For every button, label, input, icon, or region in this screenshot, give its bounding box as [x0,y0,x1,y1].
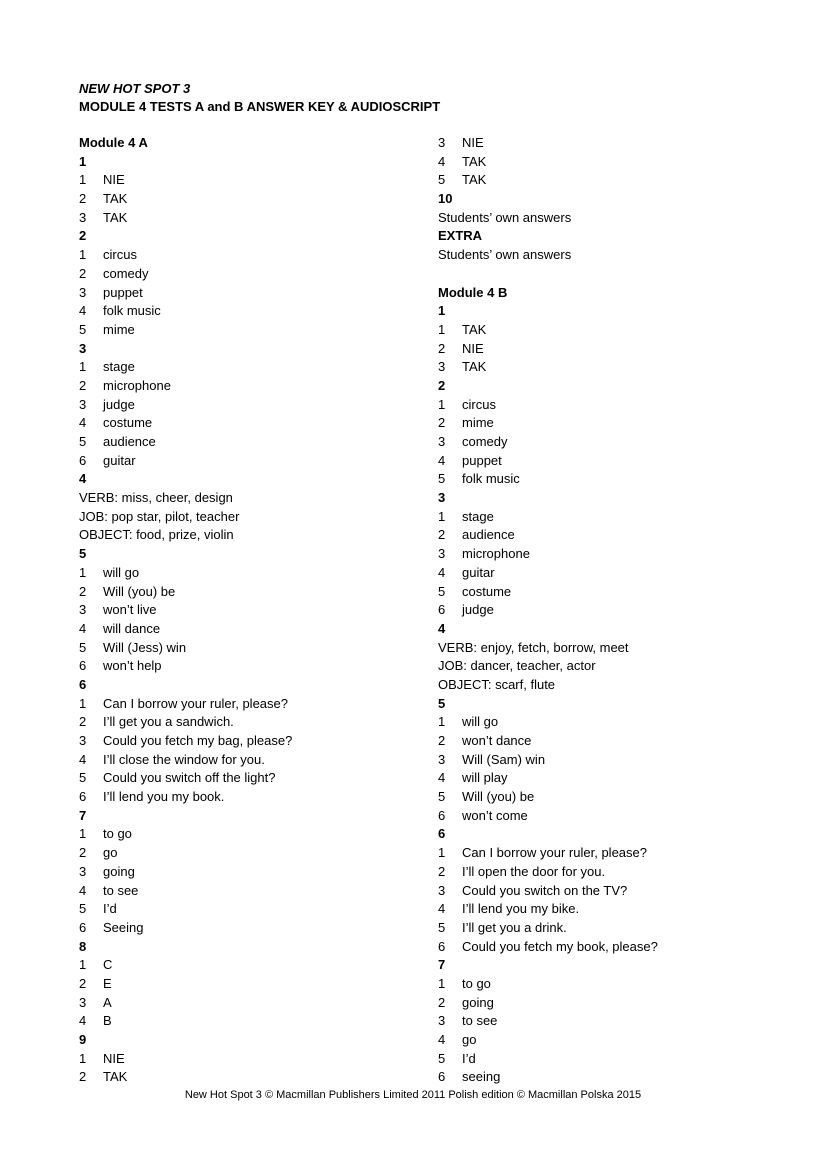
answer-text: Seeing [103,919,144,935]
answer-number: 5 [438,471,446,487]
answer-number: 4 [438,901,446,917]
answer-number: 2 [79,1069,87,1085]
answer-number: 1 [79,247,87,263]
module-heading: Module 4 A [79,135,148,150]
answer-text: to see [462,1013,498,1029]
answer-line: JOB: pop star, pilot, teacher [79,508,240,524]
answer-text: stage [462,508,494,524]
answer-number: 3 [79,209,87,225]
document-header [79,80,440,116]
answer-item [438,975,798,994]
answer-text: NIE [462,340,484,356]
answer-item [79,769,439,788]
answer-text: microphone [462,546,530,562]
answer-text: guitar [462,564,495,580]
answer-item [438,919,798,938]
answer-text: I’ll close the window for you. [103,751,265,767]
answer-text: TAK [462,153,487,169]
answer-text: Could you fetch my book, please? [462,938,658,954]
answer-item [438,882,798,901]
answer-item [79,377,439,396]
answer-number: 1 [79,957,87,973]
answer-item [438,470,798,489]
exercise-number: 7 [438,957,446,973]
answer-item [79,358,439,377]
answer-number: 1 [438,508,446,524]
answer-number: 1 [79,826,87,842]
answer-text: Could you switch on the TV? [462,882,628,898]
exercise-number: 8 [79,938,87,954]
answer-text: mime [103,321,135,337]
answer-item [438,938,798,957]
answer-item [79,321,439,340]
answer-item [438,863,798,882]
answer-item [438,713,798,732]
exercise-number: 2 [438,377,446,393]
exercise-number: 10 [438,191,453,207]
answer-item [438,171,798,190]
answer-item [438,769,798,788]
answer-item [79,695,439,714]
answer-item [438,433,798,452]
exercise-number: 1 [79,153,87,169]
answer-text: won’t come [462,807,528,823]
answer-item [438,153,798,172]
answer-text: I’ll open the door for you. [462,863,606,879]
answer-number: 2 [79,714,87,730]
document-title: NEW HOT SPOT 3 [79,81,191,96]
answer-number: 4 [79,620,87,636]
answer-item [79,639,439,658]
answer-number: 2 [438,994,446,1010]
answer-number: 3 [438,434,446,449]
answer-text: NIE [103,1050,125,1066]
answer-number: 2 [438,733,446,748]
answer-text: E [103,975,112,991]
answer-text: microphone [103,377,171,393]
answer-text: comedy [462,434,508,449]
answer-item [438,452,798,471]
exercise-number: 4 [438,620,446,636]
answer-number: 6 [79,789,87,805]
answer-item [438,564,798,583]
answer-item [79,657,439,676]
answer-item [438,340,798,359]
answer-number: 2 [79,191,87,207]
answer-number: 1 [79,172,87,188]
answer-text: TAK [462,321,487,337]
answer-number: 2 [79,265,87,281]
answer-item [79,190,439,209]
answer-item [79,713,439,732]
answer-item [79,844,439,863]
answer-number: 6 [438,1069,446,1085]
answer-text: audience [462,527,515,543]
answer-text: Will (Jess) win [103,639,187,655]
answer-number: 6 [438,938,446,954]
answer-item [79,732,439,751]
exercise-number: 9 [79,1032,87,1047]
answer-text: won’t dance [462,733,532,748]
answer-number: 2 [438,527,446,543]
exercise-number: 6 [438,826,446,842]
answer-text: puppet [103,284,143,300]
answer-number: 5 [438,1050,446,1066]
answer-text: mime [462,415,494,431]
answer-number: 6 [79,658,87,674]
exercise-number: 4 [79,471,87,487]
answer-line: OBJECT: food, prize, violin [79,527,234,543]
answer-text: I’d [103,901,117,917]
answer-text: audience [103,434,156,449]
answer-text: I’ll lend you my bike. [462,901,580,917]
answer-item [79,284,439,303]
answer-text: won’t help [103,658,162,674]
answer-item [79,583,439,602]
answer-text: TAK [462,172,487,188]
answer-text: go [103,845,118,861]
answer-number: 3 [438,882,446,898]
answer-text: comedy [103,265,149,281]
answer-item [79,863,439,882]
answer-item [79,1068,439,1087]
answer-item [438,358,798,377]
answer-item [438,844,798,863]
answer-number: 5 [79,639,87,655]
answer-number: 3 [79,863,87,879]
answer-number: 3 [79,994,87,1010]
answer-item [79,900,439,919]
answer-item [79,882,439,901]
answer-number: 3 [438,546,446,562]
answer-number: 3 [438,359,446,375]
answer-text: costume [103,415,153,431]
answer-number: 6 [79,452,87,468]
exercise-number: 5 [438,695,446,711]
module-heading: Module 4 B [438,284,508,300]
answer-number: 5 [79,901,87,917]
answer-number: 1 [79,564,87,580]
answer-item [79,564,439,583]
answer-number: 1 [79,1050,87,1066]
answer-number: 3 [79,733,87,748]
answer-number: 4 [438,452,446,468]
answer-item [438,1068,798,1087]
answer-text: NIE [103,172,125,188]
answer-number: 1 [79,695,87,711]
answer-number: 2 [438,340,446,356]
answer-number: 1 [438,321,446,337]
answer-number: 5 [79,770,87,786]
answer-item [438,583,798,602]
answer-text: I’ll get you a sandwich. [103,714,234,730]
answer-text: NIE [462,135,484,150]
answer-line: Students’ own answers [438,209,572,225]
answer-text: circus [103,247,137,263]
answer-number: 4 [438,770,446,786]
answer-number: 5 [438,789,446,805]
answer-item [79,751,439,770]
exercise-number: EXTRA [438,228,483,244]
answer-item [79,975,439,994]
answer-text: guitar [103,452,136,468]
answer-item [438,396,798,415]
answer-number: 3 [438,751,446,767]
answer-item [438,994,798,1013]
answer-text: go [462,1032,477,1047]
answer-text: will go [462,714,499,730]
answer-number: 4 [79,882,87,898]
answer-text: A [103,994,112,1010]
answer-number: 6 [438,602,446,618]
answer-item [438,1012,798,1031]
answer-number: 6 [438,807,446,823]
answer-item [79,1050,439,1069]
answer-number: 4 [438,564,446,580]
answer-number: 2 [79,975,87,991]
answer-text: Will (Sam) win [462,751,546,767]
answer-text: won’t live [103,602,157,618]
answer-text: TAK [462,359,487,375]
answer-item [438,508,798,527]
answer-line: JOB: dancer, teacher, actor [438,658,596,674]
answer-item [438,601,798,620]
answer-item [79,171,439,190]
exercise-number: 5 [79,546,87,562]
answer-item [438,414,798,433]
answer-text: Could you fetch my bag, please? [103,733,293,748]
answer-number: 4 [438,153,446,169]
answer-item [79,994,439,1013]
answer-text: judge [103,396,135,412]
answer-item [79,452,439,471]
answer-item [79,919,439,938]
answer-number: 1 [438,975,446,991]
answer-number: 4 [79,415,87,431]
exercise-number: 7 [79,807,87,823]
left-column [79,134,439,1087]
answer-item [79,265,439,284]
answer-text: I’ll lend you my book. [103,789,225,805]
answer-number: 1 [438,396,446,412]
answer-item [438,807,798,826]
answer-line: OBJECT: scarf, flute [438,676,556,692]
answer-text: to go [103,826,132,842]
answer-item [438,321,798,340]
answer-item [438,1050,798,1069]
answer-text: folk music [462,471,520,487]
answer-number: 3 [79,602,87,618]
blank-line [438,265,798,284]
answer-text: will dance [103,620,161,636]
answer-number: 3 [79,396,87,412]
answer-text: TAK [103,209,128,225]
answer-text: Will (you) be [103,583,176,599]
answer-text: costume [462,583,512,599]
answer-line: VERB: miss, cheer, design [79,490,233,506]
answer-number: 5 [79,321,87,337]
exercise-number: 3 [438,490,446,506]
answer-item [79,209,439,228]
answer-item [438,751,798,770]
answer-number: 4 [79,751,87,767]
answer-text: judge [462,602,494,618]
answer-number: 3 [438,135,446,150]
answer-line: VERB: enjoy, fetch, borrow, meet [438,639,629,655]
answer-number: 4 [79,1013,87,1029]
answer-text: going [103,863,135,879]
answer-text: folk music [103,303,161,319]
answer-line: Students’ own answers [438,247,572,263]
answer-number: 5 [79,434,87,449]
answer-item [438,1031,798,1050]
page-footer: New Hot Spot 3 © Macmillan Publishers Limited 2011 Polish edition © Macmillan Polska 2015 [184,1089,642,1101]
answer-number: 2 [79,377,87,393]
answer-text: I’d [462,1050,476,1066]
answer-number: 3 [79,284,87,300]
answer-text: C [103,957,113,973]
answer-number: 1 [438,714,446,730]
answer-number: 1 [79,359,87,375]
answer-number: 5 [438,919,446,935]
answer-item [438,788,798,807]
answer-text: stage [103,359,135,375]
answer-item [79,433,439,452]
answer-number: 4 [438,1032,446,1047]
document-subtitle: MODULE 4 TESTS A and B ANSWER KEY & AUDIOSCRIPT [79,99,441,114]
answer-item [438,134,798,153]
answer-number: 5 [438,172,446,188]
answer-number: 1 [438,845,446,861]
answer-number: 4 [79,303,87,319]
answer-text: seeing [462,1069,501,1085]
answer-number: 2 [438,863,446,879]
exercise-number: 3 [79,340,87,356]
right-column [438,134,798,1087]
answer-text: to go [462,975,491,991]
exercise-number: 2 [79,228,87,244]
answer-number: 2 [79,845,87,861]
answer-item [79,620,439,639]
answer-number: 3 [438,1013,446,1029]
answer-item [79,246,439,265]
answer-text: TAK [103,191,128,207]
answer-text: going [462,994,494,1010]
answer-text: TAK [103,1069,128,1085]
exercise-number: 1 [438,303,446,319]
answer-text: to see [103,882,139,898]
answer-text: puppet [462,452,502,468]
answer-text: I’ll get you a drink. [462,919,567,935]
answer-number: 2 [438,415,446,431]
answer-text: B [103,1013,112,1029]
answer-item [438,545,798,564]
answer-text: Could you switch off the light? [103,770,276,786]
answer-number: 2 [79,583,87,599]
answer-number: 6 [79,919,87,935]
answer-text: will play [462,770,508,786]
answer-text: Can I borrow your ruler, please? [462,845,647,861]
answer-item [79,396,439,415]
answer-item [438,526,798,545]
answer-text: will go [103,564,140,580]
answer-item [438,732,798,751]
answer-item [79,956,439,975]
answer-item [79,788,439,807]
answer-item [79,414,439,433]
answer-item [438,900,798,919]
answer-item [79,601,439,620]
answer-text: circus [462,396,496,412]
answer-item [79,825,439,844]
answer-item [79,302,439,321]
answer-text: Will (you) be [462,789,535,805]
answer-item [79,1012,439,1031]
answer-number: 5 [438,583,446,599]
answer-text: Can I borrow your ruler, please? [103,695,288,711]
exercise-number: 6 [79,676,87,692]
